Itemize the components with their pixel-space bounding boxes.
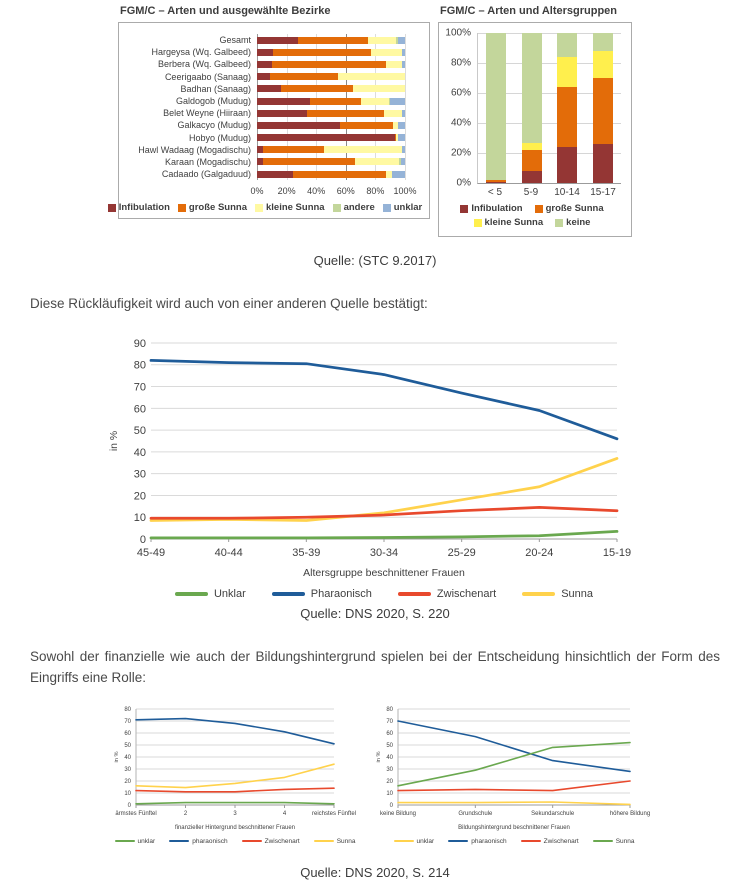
- legend-label: Zwischenart: [264, 837, 300, 845]
- bar-row: [125, 34, 405, 46]
- legend-label: Sunna: [561, 587, 594, 600]
- series-line-pharaonisch: [136, 718, 334, 743]
- category-label: Galkacyo (Mudug): [177, 120, 251, 131]
- x-axis: [477, 187, 621, 198]
- legend-swatch: [333, 204, 341, 212]
- bar-segment-große-sunna: [270, 73, 338, 80]
- bar-segment-kleine-sunna: [324, 146, 402, 153]
- legend-swatch: [474, 219, 482, 227]
- legend-item: [178, 202, 247, 213]
- bar-segment-infibulation: [257, 73, 270, 80]
- bar-segment-unklar: [390, 98, 405, 105]
- y-tick-label: 60%: [450, 87, 471, 99]
- bar-segment-kleine-sunna: [522, 143, 542, 151]
- chart-legend: [394, 838, 635, 845]
- chart-legend: [115, 838, 356, 845]
- y-tick-label: 30: [133, 468, 146, 481]
- columns: [478, 33, 621, 183]
- legend-label: pharaonisch: [192, 837, 228, 845]
- legend-swatch: [115, 840, 135, 842]
- legend-label: unklar: [137, 837, 156, 845]
- legend-swatch: [555, 219, 563, 227]
- bar-segment-infibulation: [257, 85, 281, 92]
- legend-swatch: [178, 204, 186, 212]
- y-tick-label: 20%: [450, 147, 471, 159]
- series-line-pharaonisch: [398, 721, 630, 771]
- bar-segment-infibulation: [557, 147, 577, 183]
- y-tick-label: 40: [124, 754, 131, 761]
- legend-item: [522, 588, 593, 600]
- chart-legend: [175, 588, 593, 600]
- y-tick-label: 80: [386, 706, 393, 713]
- y-tick-label: 80: [124, 706, 131, 713]
- x-tick-label: Sekundarschule: [531, 810, 575, 817]
- legend-item: [394, 838, 435, 845]
- legend-item: [169, 838, 227, 845]
- bar-segment-kleine-sunna: [557, 57, 577, 87]
- legend-label: unklar: [416, 837, 435, 845]
- x-tick-label: 25-29: [447, 546, 476, 559]
- bar-segment-kleine-sunna: [368, 37, 396, 44]
- bar-segment-kleine-sunna: [361, 98, 389, 105]
- x-tick-label: 40-44: [214, 546, 243, 559]
- series-line-sunna: [151, 458, 617, 520]
- legend-item: [115, 838, 156, 845]
- bar-row: [125, 144, 405, 156]
- legend-item: [175, 588, 246, 600]
- legend-label: Sunna: [615, 837, 635, 845]
- legend-item: [448, 838, 506, 845]
- category-label: Ceerigaabo (Sanaag): [164, 71, 251, 82]
- legend-swatch: [383, 204, 391, 212]
- bar-segment-große-sunna: [281, 85, 354, 92]
- bar-segment-infibulation: [257, 110, 307, 117]
- bar-segment-kleine-sunna: [384, 110, 402, 117]
- y-tick-label: 0: [139, 533, 146, 546]
- bar-segment-keine: [593, 33, 613, 51]
- y-axis-title: in %: [114, 751, 120, 763]
- x-axis-title: Bildungshintergrund beschnittener Frauen: [458, 824, 570, 831]
- series-line-zwischenart: [136, 788, 334, 792]
- bar-plot-area: [443, 27, 621, 189]
- bar-segment-große-sunna: [273, 49, 371, 56]
- bar-segment-kleine-sunna: [338, 73, 405, 80]
- legend-label: unklar: [393, 202, 423, 214]
- bottom-charts-row: [0, 703, 750, 845]
- top-charts-row: [0, 0, 750, 237]
- y-tick-label: 10: [386, 790, 393, 797]
- bar-segment-kleine-sunna: [593, 51, 613, 78]
- source-caption-dns214: Quelle: DNS 2020, S. 214: [300, 864, 450, 880]
- y-tick-label: 60: [133, 403, 146, 416]
- bar-segment-infibulation: [257, 61, 272, 68]
- bar-segment-große-sunna: [272, 61, 386, 68]
- bar-segment-infibulation: [257, 37, 298, 44]
- chart-legend: [443, 203, 621, 228]
- bar-segment-große-sunna: [263, 146, 324, 153]
- legend-label: pharaonisch: [471, 837, 507, 845]
- legend-label: kleine Sunna: [484, 217, 544, 228]
- y-tick-label: 10: [133, 512, 146, 525]
- y-tick-label: 0: [127, 802, 131, 809]
- y-tick-label: 70: [386, 718, 393, 725]
- bar-row: [125, 71, 405, 83]
- x-tick-label: < 5: [487, 187, 503, 198]
- plot-area: [477, 33, 621, 184]
- x-tick-label: 20-24: [525, 546, 554, 559]
- y-tick-label: 30: [386, 766, 393, 773]
- legend-label: keine: [566, 217, 591, 228]
- bar-segment-unklar: [402, 146, 405, 153]
- x-tick-label: 4: [282, 810, 287, 817]
- x-tick-label: 10-14: [554, 187, 580, 198]
- legend-item: [108, 202, 170, 213]
- bar-segment-unklar: [402, 61, 405, 68]
- bar-segment-kleine-sunna: [355, 158, 399, 165]
- bar-row: [125, 107, 405, 119]
- bar-column: [593, 33, 613, 183]
- y-tick-label: 60: [124, 730, 131, 737]
- chart-finanzieller-hintergrund: [48, 703, 357, 845]
- legend-label: andere: [343, 202, 375, 214]
- bar-plot-area: [125, 32, 405, 182]
- legend-swatch: [272, 592, 305, 596]
- legend-label: Infibulation: [471, 203, 523, 214]
- y-tick-label: 20: [386, 778, 393, 785]
- bar-track: [257, 122, 405, 129]
- line-chart-svg: [105, 333, 645, 583]
- legend-row: [443, 217, 621, 228]
- y-tick-label: 10: [124, 790, 131, 797]
- bar-segment-große-sunna: [263, 158, 355, 165]
- y-tick-label: 90: [133, 337, 146, 350]
- legend-item: [314, 838, 356, 845]
- bar-column: [557, 33, 577, 183]
- legend-label: große Sunna: [545, 203, 604, 214]
- series-line-pharaonisch: [151, 360, 617, 438]
- bar-segment-große-sunna: [310, 98, 360, 105]
- bar-track: [257, 134, 405, 141]
- source-caption-stc: Quelle: (STC 9.2017): [313, 253, 437, 268]
- chart-title-bezirke: FGM/C – Arten und ausgewählte Bezirke: [120, 5, 331, 17]
- bar-segment-große-sunna: [307, 110, 384, 117]
- x-tick-label: 60%: [336, 186, 355, 197]
- bar-segment-keine: [557, 33, 577, 57]
- legend-label: Zwischenart: [543, 837, 579, 845]
- chart-altersgruppe-trend: [0, 333, 750, 600]
- line-chart-svg: [48, 703, 357, 835]
- bar-segment-unklar: [398, 122, 405, 129]
- bar-segment-unklar: [402, 49, 405, 56]
- series-line-sunna: [136, 764, 334, 787]
- x-tick-label: keine Bildung: [379, 810, 417, 817]
- bar-segment-infibulation: [257, 49, 273, 56]
- category-label: Cadaado (Galgaduud): [161, 169, 251, 180]
- bar-track: [257, 37, 405, 44]
- x-tick-label: 0%: [250, 186, 264, 197]
- legend-item: [242, 838, 300, 845]
- figure-altersgruppen: [438, 5, 632, 237]
- x-tick-label: 40%: [307, 186, 326, 197]
- legend-swatch: [460, 205, 468, 213]
- bar-column: [522, 33, 542, 183]
- legend-swatch: [255, 204, 263, 212]
- x-tick-label: höhere Bildung: [609, 810, 651, 817]
- paragraph-rucklaufigkeit: Diese Rückläufigkeit wird auch von einer anderen Quelle bestätigt:: [30, 296, 428, 311]
- legend-swatch: [169, 840, 189, 842]
- series-line-unklar: [136, 802, 334, 803]
- bar-segment-infibulation: [522, 171, 542, 183]
- x-axis-title: finanzieller Hintergrund beschnittener Frauen: [174, 824, 296, 831]
- legend-label: Zwischenart: [436, 587, 497, 600]
- legend-item: [255, 202, 325, 213]
- bar-track: [257, 98, 405, 105]
- chart-title-altersgruppen: FGM/C – Arten und Altersgruppen: [440, 5, 618, 17]
- y-tick-label: 0: [389, 802, 393, 809]
- y-tick-label: 40: [386, 754, 393, 761]
- x-tick-label: reichstes Fünftel: [311, 810, 357, 817]
- x-tick-label: 100%: [393, 186, 417, 197]
- y-tick-label: 40: [133, 446, 146, 459]
- legend-item: [593, 838, 635, 845]
- y-tick-label: 50: [133, 424, 146, 437]
- bar-segment-infibulation: [486, 182, 506, 184]
- y-tick-label: 50: [124, 742, 131, 749]
- bar-row: [125, 168, 405, 180]
- category-label: Badhan (Sanaag): [180, 83, 251, 94]
- x-tick-label: 20%: [277, 186, 296, 197]
- bar-segment-keine: [522, 33, 542, 143]
- bar-track: [257, 171, 405, 178]
- bar-segment-infibulation: [593, 144, 613, 183]
- bar-segment-große-sunna: [522, 150, 542, 171]
- legend-item: [521, 838, 579, 845]
- legend-item: [333, 202, 375, 213]
- bar-track: [257, 61, 405, 68]
- bar-segment-infibulation: [257, 122, 340, 129]
- legend-label: Infibulation: [118, 202, 170, 214]
- x-tick-label: 45-49: [136, 546, 166, 559]
- legend-swatch: [522, 592, 555, 596]
- y-axis-title: in %: [376, 751, 382, 763]
- y-tick-label: 0%: [456, 177, 471, 189]
- series-line-zwischenart: [398, 781, 630, 791]
- legend-row: [443, 203, 621, 214]
- paragraph-hintergrund: Sowohl der finanzielle wie auch der Bildungshintergrund spielen bei der Entscheidung hinsichtlich der Form des Eingriffs eine Rolle:: [30, 648, 720, 685]
- legend-item: [535, 203, 604, 214]
- legend-swatch: [448, 840, 468, 842]
- x-tick-label: Grundschule: [458, 810, 493, 817]
- bar-segment-keine: [486, 33, 506, 180]
- x-tick-label: 5-9: [523, 187, 539, 198]
- legend-swatch: [521, 840, 541, 842]
- bar-row: [125, 156, 405, 168]
- y-axis: [443, 27, 477, 189]
- legend-label: Pharaonisch: [310, 587, 372, 600]
- bar-segment-große-sunna: [593, 78, 613, 144]
- y-tick-label: 70: [124, 718, 131, 725]
- line-chart-svg: [372, 703, 702, 835]
- category-label: Hawl Wadaag (Mogadischu): [138, 144, 251, 155]
- legend-item: [555, 217, 590, 228]
- x-tick-label: 30-34: [369, 546, 399, 559]
- series-line-unklar: [151, 531, 617, 538]
- bar-track: [257, 85, 405, 92]
- chart-legend: [118, 202, 423, 214]
- category-label: Belet Weyne (Hiiraan): [163, 108, 251, 119]
- legend-item: [460, 203, 522, 214]
- category-label: Galdogob (Mudug): [175, 96, 251, 107]
- chart-bezirke: [118, 22, 430, 219]
- bar-segment-infibulation: [257, 171, 293, 178]
- x-tick-label: 15-19: [602, 546, 632, 559]
- y-tick-label: 20: [124, 778, 131, 785]
- category-label: Karaan (Mogadischu): [164, 156, 251, 167]
- bar-track: [257, 49, 405, 56]
- legend-swatch: [398, 592, 431, 596]
- y-tick-label: 80%: [450, 57, 471, 69]
- x-axis: [250, 185, 417, 199]
- figure-bezirke: [118, 5, 430, 219]
- legend-label: große Sunna: [188, 202, 247, 214]
- x-axis-title: Altersgruppe beschnittener Frauen: [303, 566, 465, 579]
- bar-segment-unklar: [398, 37, 405, 44]
- bar-segment-unklar: [398, 134, 405, 141]
- grid-line: [405, 34, 406, 180]
- legend-label: Sunna: [336, 837, 356, 845]
- bar-segment-große-sunna: [298, 37, 368, 44]
- bar-segment-große-sunna: [557, 87, 577, 147]
- legend-swatch: [394, 840, 414, 842]
- x-tick-label: ärmstes Fünftel: [115, 810, 157, 817]
- source-caption-dns220: Quelle: DNS 2020, S. 220: [300, 605, 450, 621]
- x-tick-label: 15-17: [590, 187, 616, 198]
- legend-label: Unklar: [213, 587, 246, 600]
- y-tick-label: 100%: [445, 27, 471, 39]
- legend-swatch: [175, 592, 208, 596]
- legend-item: [398, 588, 496, 600]
- y-tick-label: 70: [133, 381, 146, 394]
- bar-segment-unklar: [402, 110, 405, 117]
- bar-segment-kleine-sunna: [371, 49, 402, 56]
- chart-bildungshintergrund: [372, 703, 702, 845]
- bar-track: [257, 73, 405, 80]
- bar-track: [257, 110, 405, 117]
- legend-swatch: [242, 840, 262, 842]
- y-axis-title: in %: [109, 430, 120, 452]
- bar-column: [486, 33, 506, 183]
- x-tick-label: 3: [233, 810, 237, 817]
- bar-row: [125, 83, 405, 95]
- legend-swatch: [593, 840, 613, 842]
- legend-item: [272, 588, 372, 600]
- bar-segment-kleine-sunna: [386, 61, 402, 68]
- x-tick-label: 35-39: [292, 546, 321, 559]
- bar-segment-infibulation: [257, 98, 310, 105]
- bar-segment-unklar: [392, 171, 405, 178]
- y-tick-label: 20: [133, 490, 146, 503]
- bar-track: [257, 146, 405, 153]
- bar-track: [257, 158, 405, 165]
- legend-label: kleine Sunna: [265, 202, 325, 214]
- bar-segment-kleine-sunna: [353, 85, 405, 92]
- y-tick-label: 50: [386, 742, 393, 749]
- bar-segment-große-sunna: [340, 122, 393, 129]
- bar-row: [125, 132, 405, 144]
- category-label: Hargeysa (Wq. Galbeed): [151, 47, 251, 58]
- legend-swatch: [108, 204, 116, 212]
- chart-altersgruppen: [438, 22, 632, 237]
- bar-row: [125, 58, 405, 70]
- bar-segment-unklar: [401, 158, 405, 165]
- bar-segment-große-sunna: [293, 171, 386, 178]
- y-tick-label: 60: [386, 730, 393, 737]
- legend-item: [383, 202, 423, 213]
- series-line-unklar: [398, 802, 630, 804]
- legend-swatch: [314, 840, 334, 842]
- x-tick-label: 2: [183, 810, 188, 817]
- bar-row: [125, 95, 405, 107]
- bar-row: [125, 46, 405, 58]
- category-label: Gesamt: [219, 35, 251, 46]
- category-label: Hobyo (Mudug): [188, 132, 251, 143]
- legend-swatch: [535, 205, 543, 213]
- y-tick-label: 40%: [450, 117, 471, 129]
- bar-segment-infibulation: [257, 134, 395, 141]
- y-tick-label: 80: [133, 359, 146, 372]
- x-tick-label: 80%: [366, 186, 385, 197]
- bar-row: [125, 119, 405, 131]
- category-label: Berbera (Wq. Galbeed): [157, 59, 251, 70]
- y-tick-label: 30: [124, 766, 131, 773]
- legend-item: [474, 217, 544, 228]
